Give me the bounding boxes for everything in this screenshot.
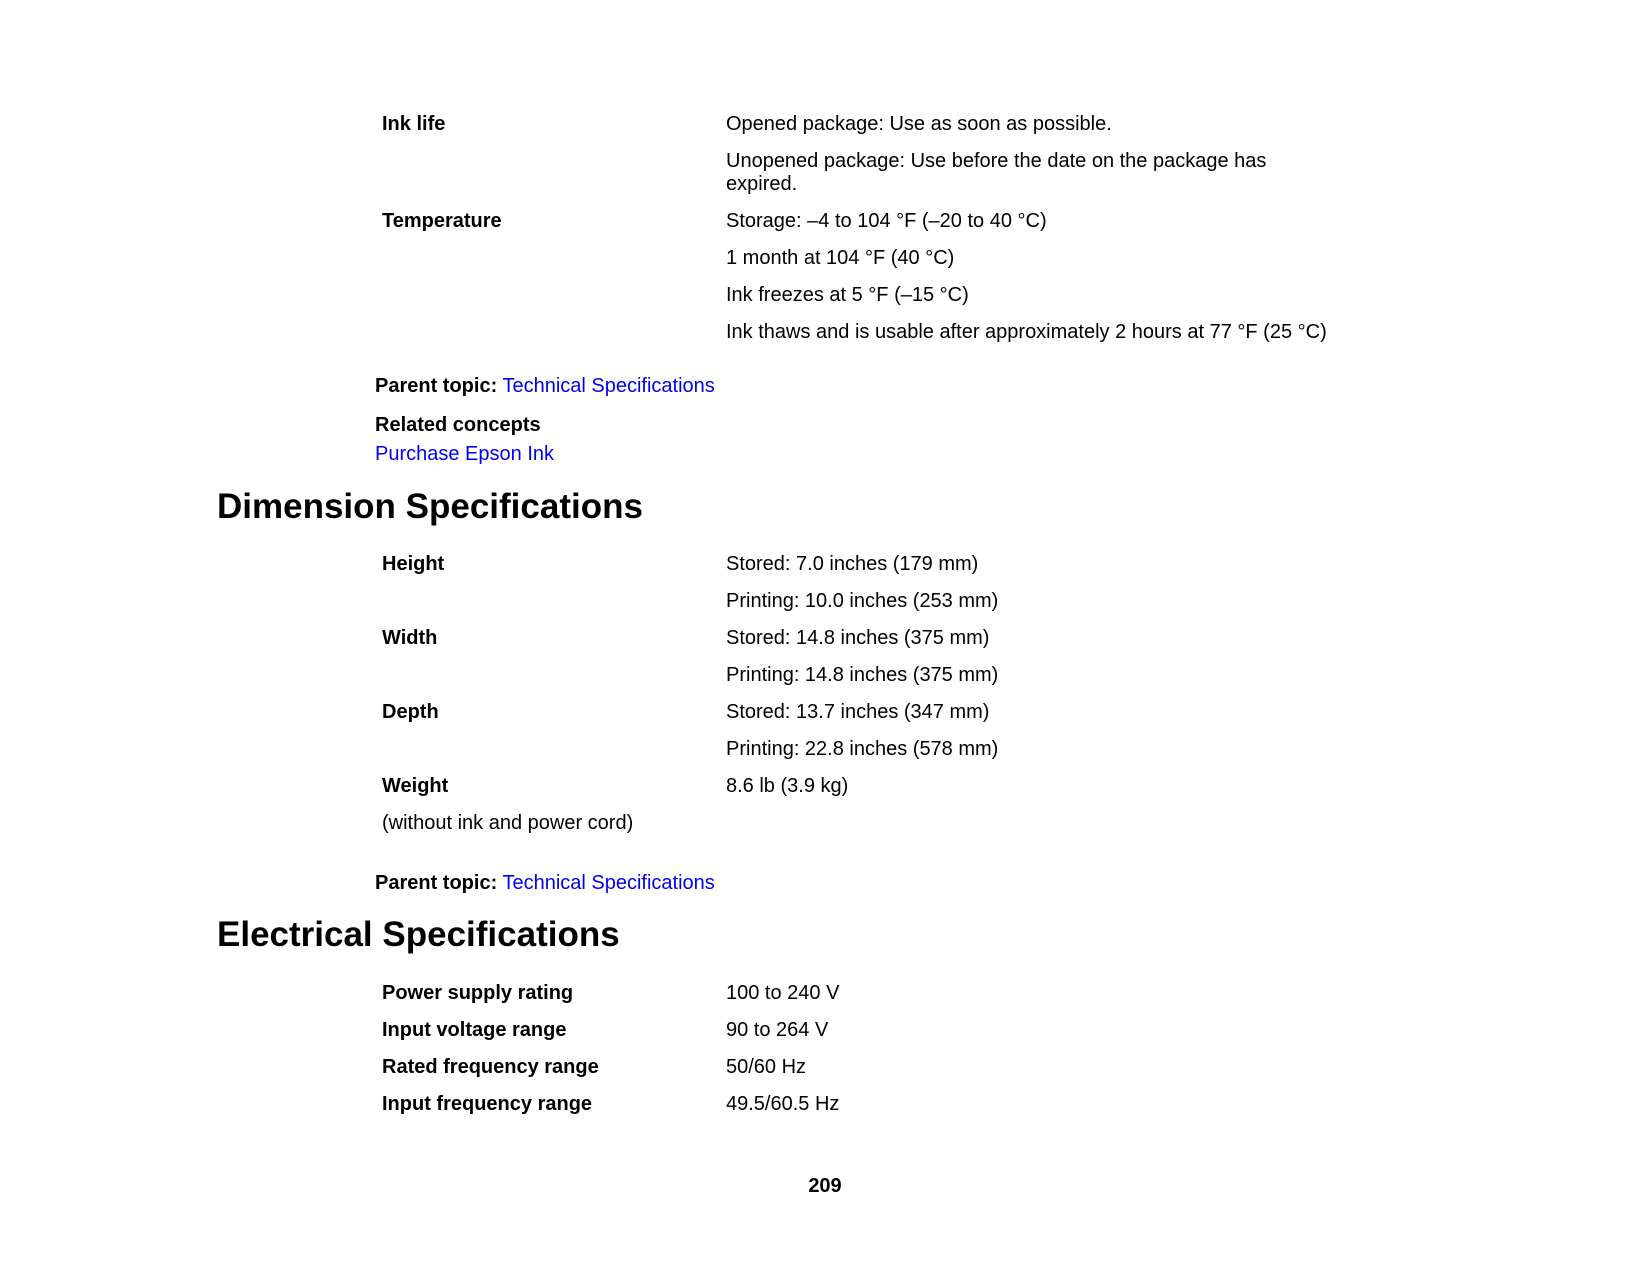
- spec-value: 50/60 Hz: [726, 1056, 807, 1078]
- spec-value: Printing: 14.8 inches (375 mm): [726, 664, 999, 686]
- spec-label-text: Input voltage range: [382, 1019, 567, 1041]
- electrical-specifications-heading: Electrical Specifications: [217, 915, 620, 954]
- page-number: 209: [808, 1175, 842, 1197]
- parent-topic-label: Parent topic:: [375, 872, 498, 894]
- technical-specifications-link[interactable]: Technical Specifications: [502, 375, 715, 397]
- parent-topic-line: [375, 872, 715, 895]
- spec-row-temperature: [382, 210, 1338, 358]
- spec-row-power-supply-rating: [382, 982, 1338, 1019]
- spec-value: Printing: 10.0 inches (253 mm): [726, 590, 999, 612]
- spec-label-temperature: [382, 210, 726, 247]
- spec-label-width: [382, 627, 726, 664]
- spec-values-power-supply-rating: [726, 982, 1338, 1019]
- spec-values-width: [726, 627, 1338, 701]
- spec-label-text: Rated frequency range: [382, 1056, 599, 1078]
- spec-row-rated-frequency-range: [382, 1056, 1338, 1093]
- spec-label-depth: [382, 701, 726, 738]
- spec-label-text: Weight: [382, 775, 449, 797]
- spec-label-text: Height: [382, 553, 445, 575]
- spec-value: Ink freezes at 5 °F (–15 °C): [726, 284, 969, 306]
- spec-value: Stored: 13.7 inches (347 mm): [726, 701, 990, 723]
- spec-label-height: [382, 553, 726, 590]
- spec-value: 8.6 lb (3.9 kg): [726, 775, 849, 797]
- related-concepts-heading-line: [375, 414, 541, 437]
- spec-row-weight: [382, 775, 1338, 849]
- spec-value: Storage: –4 to 104 °F (–20 to 40 °C): [726, 210, 1047, 232]
- spec-values-ink-life: [726, 113, 1338, 210]
- ink-specifications-table: [382, 113, 1338, 358]
- spec-label-input-frequency-range: [382, 1093, 726, 1130]
- spec-value: Opened package: Use as soon as possible.: [726, 113, 1112, 135]
- spec-row-depth: [382, 701, 1338, 775]
- spec-label-text: Depth: [382, 701, 439, 723]
- spec-value: Printing: 22.8 inches (578 mm): [726, 738, 999, 760]
- spec-row-input-voltage-range: [382, 1019, 1338, 1056]
- parent-topic-line: [375, 375, 715, 398]
- spec-row-input-frequency-range: [382, 1093, 1338, 1130]
- spec-label-text: Ink life: [382, 113, 446, 135]
- spec-row-width: [382, 627, 1338, 701]
- spec-values-depth: [726, 701, 1338, 775]
- spec-value: Stored: 14.8 inches (375 mm): [726, 627, 990, 649]
- spec-values-input-frequency-range: [726, 1093, 1338, 1130]
- spec-value: 1 month at 104 °F (40 °C): [726, 247, 955, 269]
- spec-label-text: Input frequency range: [382, 1093, 593, 1115]
- spec-values-rated-frequency-range: [726, 1056, 1338, 1093]
- spec-values-input-voltage-range: [726, 1019, 1338, 1056]
- spec-label-input-voltage-range: [382, 1019, 726, 1056]
- spec-value: 90 to 264 V: [726, 1019, 829, 1041]
- electrical-specifications-table: [382, 982, 1338, 1130]
- spec-value: Unopened package: Use before the date on the package has expired.: [726, 150, 1267, 195]
- related-concepts-link-line: [375, 443, 554, 466]
- spec-label-weight: [382, 775, 726, 849]
- spec-label-text: Width: [382, 627, 438, 649]
- spec-values-height: [726, 553, 1338, 627]
- purchase-epson-ink-link[interactable]: Purchase Epson Ink: [375, 443, 554, 465]
- weight-qualifier: (without ink and power cord): [382, 812, 634, 834]
- spec-label-rated-frequency-range: [382, 1056, 726, 1093]
- related-concepts-label: Related concepts: [375, 414, 541, 436]
- dimension-specifications-heading: Dimension Specifications: [217, 487, 643, 526]
- dimension-specifications-table: [382, 553, 1338, 849]
- technical-specifications-link[interactable]: Technical Specifications: [502, 872, 715, 894]
- spec-label-power-supply-rating: [382, 982, 726, 1019]
- spec-row-ink-life: [382, 113, 1338, 210]
- spec-values-weight: [726, 775, 1338, 812]
- spec-values-temperature: [726, 210, 1338, 358]
- spec-value: 49.5/60.5 Hz: [726, 1093, 840, 1115]
- spec-value: Ink thaws and is usable after approximately 2 hours at 77 °F (25 °C): [726, 321, 1327, 343]
- parent-topic-label: Parent topic:: [375, 375, 498, 397]
- spec-label-ink-life: [382, 113, 726, 150]
- spec-row-height: [382, 553, 1338, 627]
- spec-label-text: Power supply rating: [382, 982, 574, 1004]
- spec-label-text: Temperature: [382, 210, 502, 232]
- spec-value: Stored: 7.0 inches (179 mm): [726, 553, 979, 575]
- spec-value: 100 to 240 V: [726, 982, 840, 1004]
